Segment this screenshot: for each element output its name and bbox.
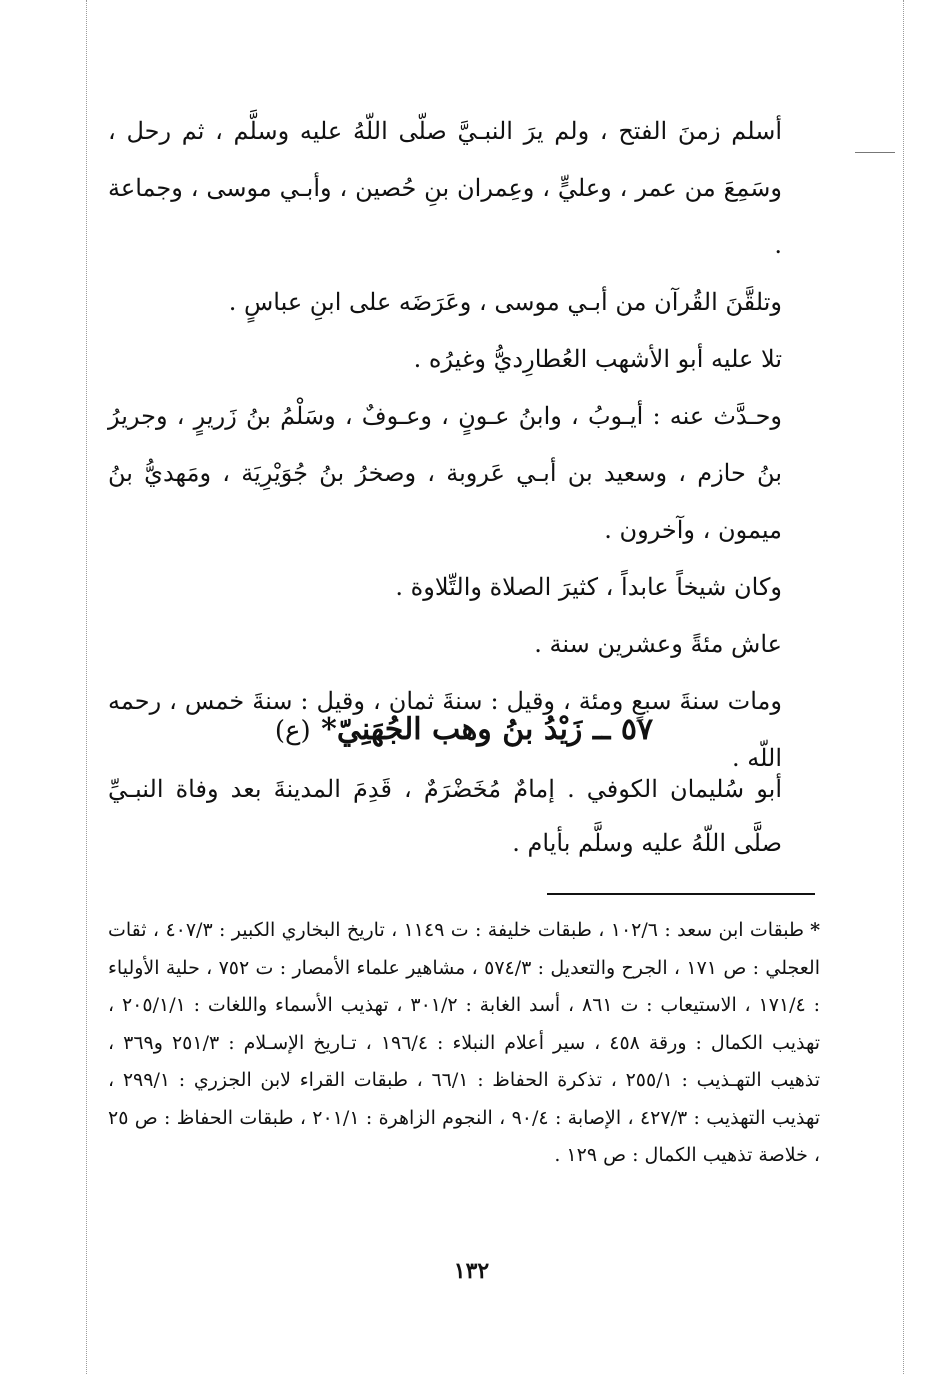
scan-artifact-dash bbox=[855, 152, 895, 153]
scan-artifact-right bbox=[903, 0, 904, 1374]
paragraph: عاش مئةً وعشرين سنة . bbox=[534, 630, 782, 658]
paragraph: وتلقَّنَ القُرآن من أبـي موسى ، وعَرَضَه على ابنِ عباسٍ . bbox=[228, 288, 782, 316]
footnote-text: طبقات ابن سعد : ١٠٢/٦ ، طبقات خليفة : ت ١١٤٩ ، تاريخ البخاري الكبير : ٤٠٧/٣ ، ثقات العجلي : ص ١٧١ ، الجرح والتعديل : ٥٧٤/٣ ، مشاهير علماء الأمصار : ت ٧٥٢ ، حلية الأولياء : ١٧١/٤ ، الاستيعاب : ت ٨٦١ ، أسد الغابة : ٣٠١/٢ ، تهذيب الأسماء واللغات : ٢٠٥/١/١ ، تهذيب الكمال : ورقة ٤٥٨ ، سير أعلام النبلاء : ١٩٦/٤ ، تـاريخ الإسـلام : ٢٥١/٣ و٣٦٩ ، تذهيب التهـذيب : ٢٥٥/١ ، تذكرة الحفاظ : ٦٦/١ ، طبقات القراء لابن الجزري : ٢٩٩/١ ، تهذيب التهذيب : ٤٢٧/٣ ، الإصابة : ٩٠/٤ ، النجوم الزاهرة : ٢٠١/١ ، طبقات الحفاظ : ص ٢٥ ، خلاصة تذهيب الكمال : ص ١٢٩ . bbox=[108, 919, 821, 1166]
paragraph: تلا عليه أبو الأشهب العُطارِديُّ وغيرُه . bbox=[413, 345, 782, 373]
footnote bbox=[108, 912, 820, 1175]
paragraph: أسلم زمنَ الفتح ، ولم يرَ النبـيَّ صلّى اللّهُ عليه وسلَّم ، ثم رحل ، وسَمِعَ من عمر ، وعليٍّ ، وعِمران بنِ حُصين ، وأبـي موسى ، وجماعة . bbox=[108, 117, 782, 259]
footnote-separator bbox=[547, 893, 815, 895]
entry-name: زَيْدُ بنُ وهب الجُهَنِيّ* bbox=[321, 712, 583, 747]
footnote-marker: * bbox=[810, 919, 820, 941]
entry-heading bbox=[108, 705, 820, 756]
paragraph: وكان شيخاً عابداً ، كثيرَ الصلاة والتِّلاوة . bbox=[395, 573, 782, 601]
page-number: ١٣٢ bbox=[453, 1258, 490, 1284]
entry-text-block bbox=[108, 762, 820, 870]
main-text bbox=[108, 103, 820, 787]
entry-number: ٥٧ ــ bbox=[592, 712, 654, 747]
scan-artifact-left bbox=[86, 0, 87, 1374]
entry-paragraph: أبو سُليمان الكوفي . إمامٌ مُخَضْرَمٌ ، قَدِمَ المدينةَ بعد وفاة النبـيِّ صلَّى اللّهُ عليه وسلَّم بأيام . bbox=[108, 775, 782, 857]
entry-suffix: (ع) bbox=[274, 716, 311, 746]
paragraph: وحـدَّث عنه : أيـوبُ ، وابنُ عـونٍ ، وعـوفٌ ، وسَلْمُ بنُ زَريرٍ ، وجريرُ بنُ حازم ، وسعيد بن أبـي عَروبة ، وصخرُ بنُ جُوَيْرِيَة ، ومَهديُّ بنُ ميمون ، وآخرون . bbox=[108, 402, 782, 544]
paragraph: ومات سنةَ سبعٍ ومئة ، وقيل : سنةَ ثمان ، وقيل : سنةَ خمس ، رحمه اللّه . bbox=[108, 687, 782, 772]
